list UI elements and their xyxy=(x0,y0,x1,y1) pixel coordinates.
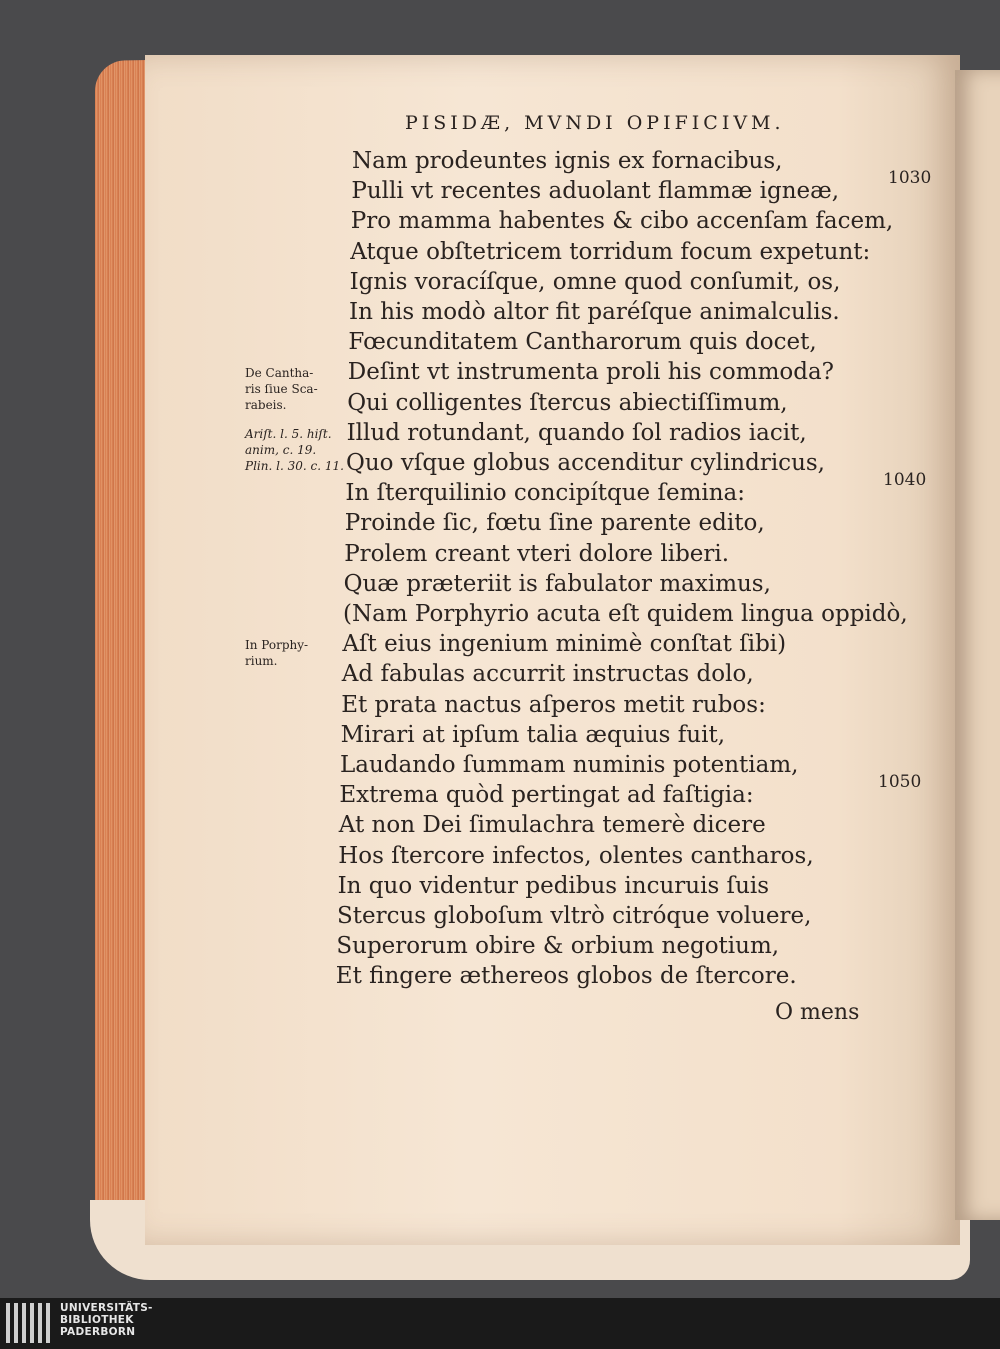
verse-line: Stercus globoſum vltrò citróque voluere, xyxy=(337,903,812,929)
verse-line: Nam prodeuntes ignis ex fornacibus, xyxy=(352,148,783,174)
verse-line: Atque obſtetricem torridum focum expetunt: xyxy=(350,238,871,265)
verse-line: Fœcunditatem Cantharorum quis docet, xyxy=(348,329,817,356)
verse-line: Prolem creant vteri dolore liberi. xyxy=(344,540,730,567)
facing-page-edge xyxy=(955,70,1000,1220)
verse-line: (Nam Porphyrio acuta eſt quidem lingua oppidò, xyxy=(343,601,908,627)
verse-line: Quæ præteriit is fabulator maximus, xyxy=(343,570,771,597)
library-logo-icon xyxy=(6,1303,52,1343)
verse-line: Qui colligentes ſtercus abiectiſſimum, xyxy=(347,389,788,416)
verse-line: Mirari at ipſum talia æquius fuit, xyxy=(340,721,726,748)
verse-line: Ignis voracíſque, omne quod conſumit, os, xyxy=(349,268,841,295)
library-name-line1: UNIVERSITÄTS- xyxy=(60,1302,153,1314)
verse-line: Pulli vt recentes aduolant flammæ igneæ, xyxy=(351,178,840,205)
library-name-line3: PADERBORN xyxy=(60,1326,136,1338)
verse-line: In quo videntur pedibus incuruis ſuis xyxy=(337,872,770,899)
verse-line: Quo vſque globus accenditur cylindricus, xyxy=(346,450,825,476)
verse-line: Deſint vt instrumenta proli his commoda? xyxy=(347,359,834,386)
verse-line: Hos ſtercore infectos, olentes cantharos, xyxy=(338,842,814,869)
verse-line: Aſt eius ingenium minimè conſtat ſibi) xyxy=(342,631,787,658)
verse-line: In his modò altor fit paréſque animalculis. xyxy=(349,299,840,325)
verse-line: Proinde ſic, fœtu ſine parente edito, xyxy=(344,510,765,537)
verse-line: Et prata nactus aſperos metit rubos: xyxy=(341,691,766,718)
line-number: 1030 xyxy=(888,168,932,188)
running-header: PISIDÆ, MVNDI OPIFICIVM. xyxy=(405,112,785,134)
margin-note: In Porphy- rium. xyxy=(245,638,309,668)
library-name xyxy=(60,1302,153,1338)
margin-note: Ariſt. l. 5. hiſt. anim, c. 19. Plin. l. 30. c. 11. xyxy=(245,426,344,473)
catchword: O mens xyxy=(775,1000,860,1025)
line-number: 1040 xyxy=(883,470,927,490)
verse-line: Extrema quòd pertingat ad faſtigia: xyxy=(339,782,754,809)
library-name-line2: BIBLIOTHEK xyxy=(60,1314,134,1326)
verse-line: In ſterquilinio concipítque ſemina: xyxy=(345,480,746,507)
verse-line: Et fingere æthereos globos de ſtercore. xyxy=(335,963,797,990)
verse-line: Laudando ſummam numinis potentiam, xyxy=(340,752,799,778)
verse-line: Superorum obire & orbium negotium, xyxy=(336,933,780,960)
verse-line: Illud rotundant, quando ſol radios iacit, xyxy=(346,419,807,446)
verse-line: Pro mamma habentes & cibo accenſam facem, xyxy=(350,208,894,235)
verse-line: At non Dei ſimulachra temerè dicere xyxy=(338,812,766,839)
line-number: 1050 xyxy=(878,772,922,792)
margin-note: De Cantha- ris ſiue Sca- rabeis. xyxy=(245,366,318,413)
library-footer xyxy=(0,1298,1000,1349)
verse-line: Ad fabulas accurrit instructas dolo, xyxy=(341,661,754,688)
